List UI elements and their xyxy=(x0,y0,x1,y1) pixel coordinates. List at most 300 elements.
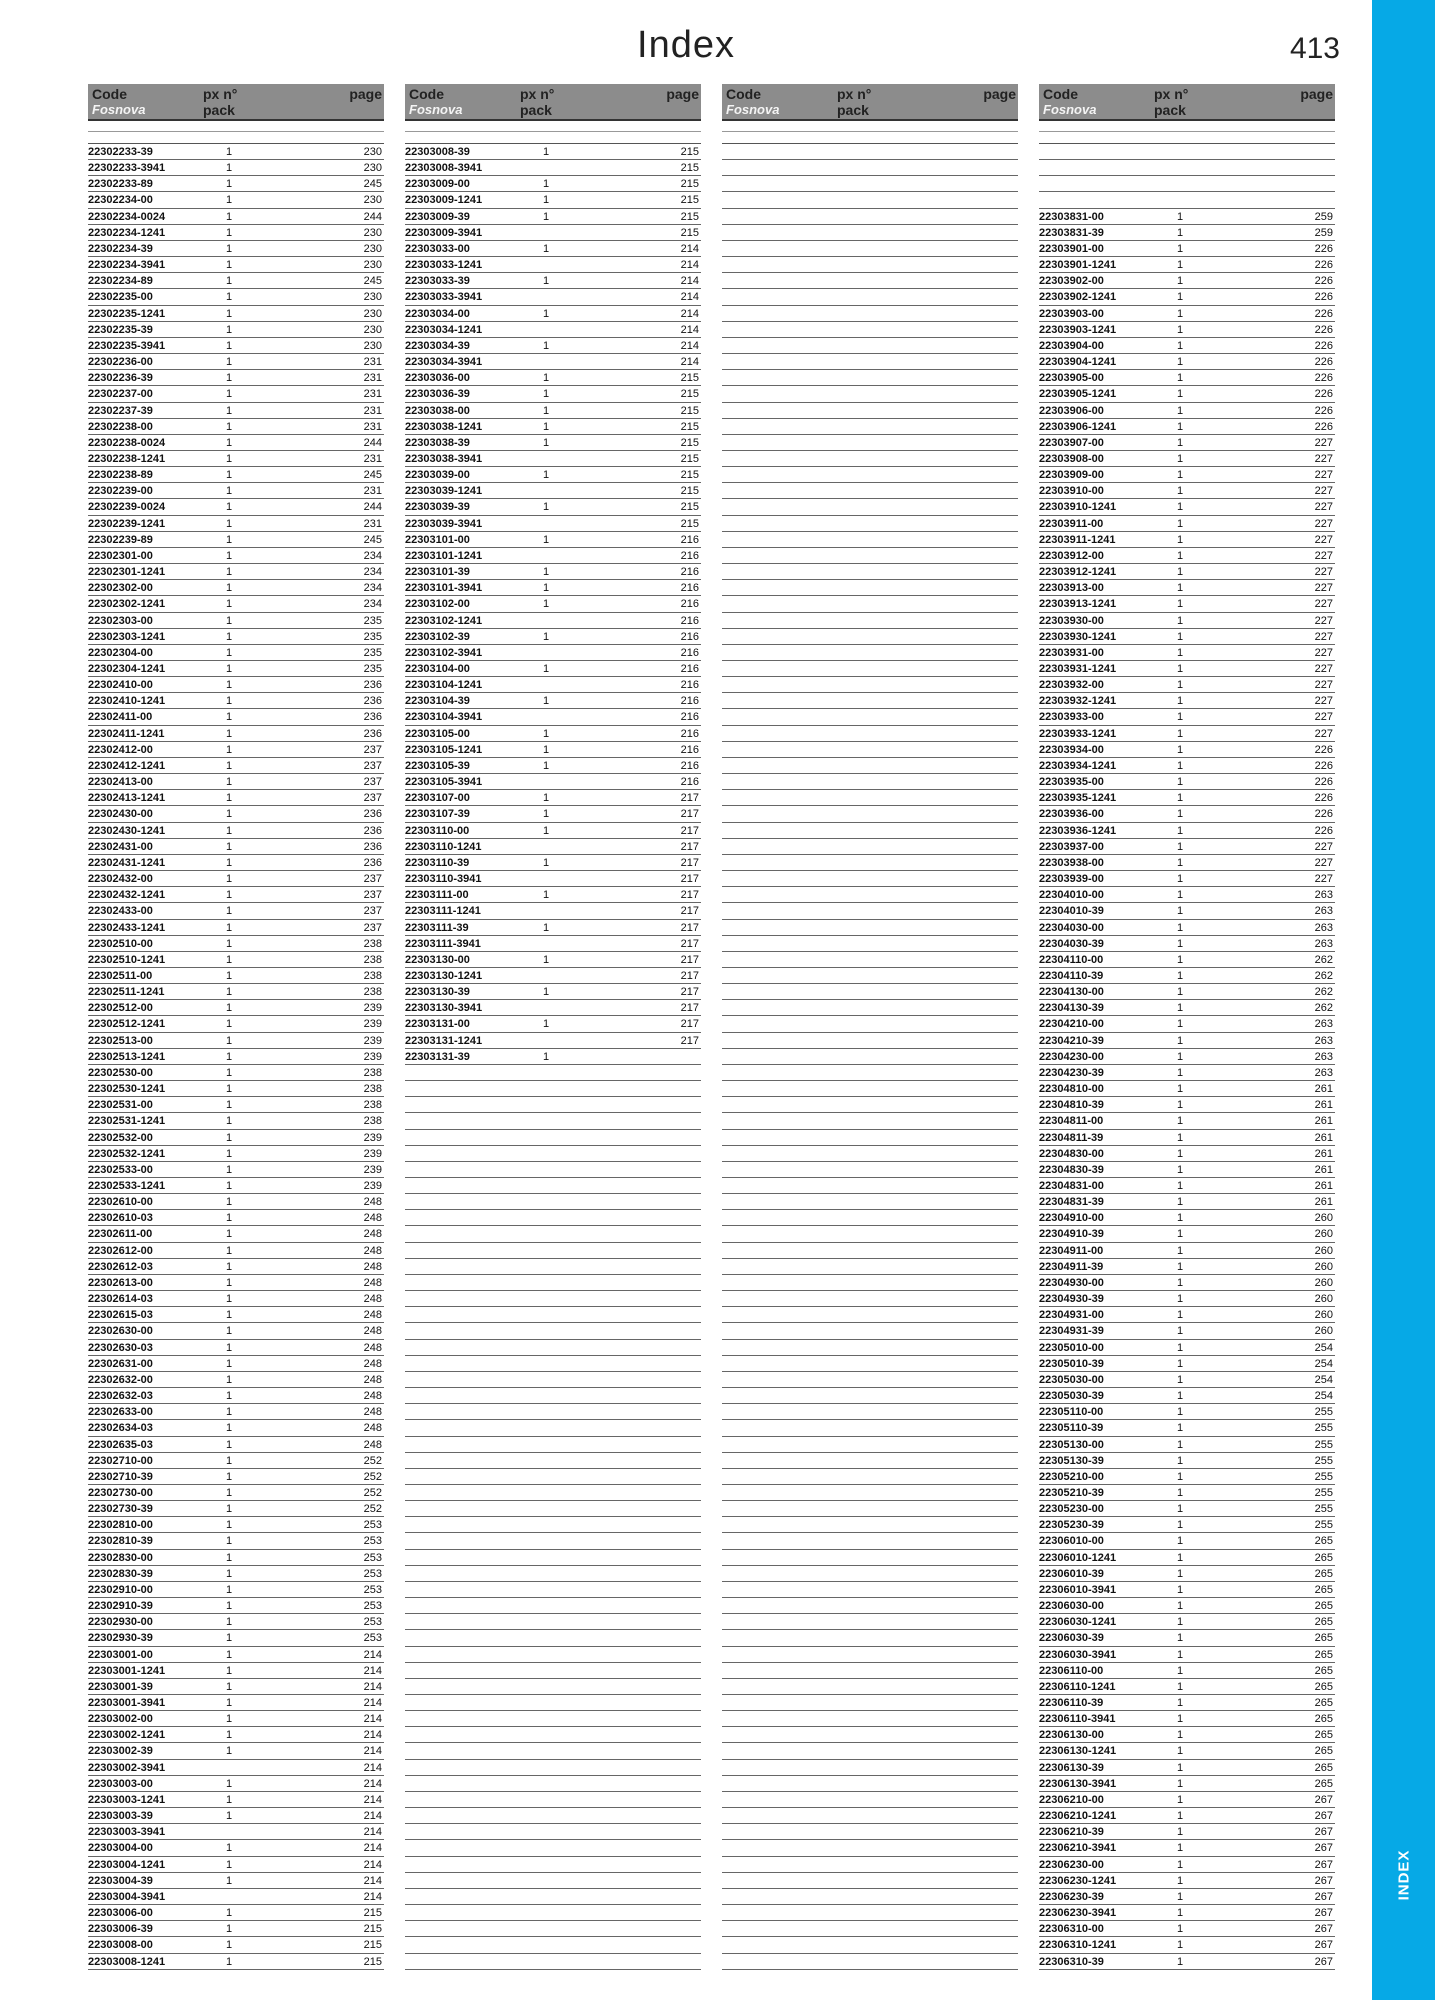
product-code: 22306030-3941 xyxy=(1039,1648,1117,1661)
empty-row xyxy=(722,419,1018,435)
pack-quantity: 1 xyxy=(226,1907,233,1920)
product-code: 22303935-00 xyxy=(1039,776,1104,789)
table-row xyxy=(1039,1113,1335,1129)
page-ref: 263 xyxy=(1314,937,1333,950)
table-row xyxy=(88,709,384,725)
page-ref: 255 xyxy=(1314,1470,1333,1483)
page-ref: 260 xyxy=(1314,1293,1333,1306)
page-ref: 215 xyxy=(363,1939,382,1952)
table-row xyxy=(1039,467,1335,483)
product-code: 22302233-3941 xyxy=(88,162,166,175)
product-code: 22302510-1241 xyxy=(88,953,166,966)
page-ref: 248 xyxy=(363,1373,382,1386)
section-tab[interactable] xyxy=(1372,0,1435,2000)
empty-row xyxy=(405,1614,701,1630)
product-code: 22303004-00 xyxy=(88,1842,153,1855)
product-code: 22303130-00 xyxy=(405,953,470,966)
product-code: 22303008-39 xyxy=(405,146,470,158)
table-row xyxy=(1039,1905,1335,1921)
pack-quantity: 1 xyxy=(226,727,233,740)
empty-row xyxy=(405,1663,701,1679)
product-code: 22302237-39 xyxy=(88,404,153,417)
table-row xyxy=(405,936,701,952)
pack-quantity: 1 xyxy=(226,953,233,966)
table-row xyxy=(405,532,701,548)
page-ref: 252 xyxy=(363,1486,382,1499)
index-column-2 xyxy=(405,84,701,1063)
product-code: 22305010-39 xyxy=(1039,1357,1104,1370)
page-ref: 253 xyxy=(363,1535,382,1548)
pack-quantity: 1 xyxy=(543,533,550,546)
page-ref: 267 xyxy=(1314,1955,1333,1968)
product-code: 22302532-1241 xyxy=(88,1147,166,1160)
pack-quantity: 1 xyxy=(226,549,233,562)
product-code: 22303911-00 xyxy=(1039,517,1104,530)
page-ref: 255 xyxy=(1314,1438,1333,1451)
empty-row xyxy=(722,580,1018,596)
page-ref: 227 xyxy=(1314,485,1333,498)
page-ref: 216 xyxy=(680,630,699,643)
table-row xyxy=(88,483,384,499)
pack-quantity: 1 xyxy=(226,517,233,530)
empty-row xyxy=(722,1081,1018,1097)
table-row xyxy=(405,467,701,483)
pack-quantity: 1 xyxy=(226,146,233,158)
table-row xyxy=(1039,370,1335,386)
header-px: px n° xyxy=(520,86,555,102)
empty-row xyxy=(405,1210,701,1226)
product-code: 22302530-1241 xyxy=(88,1083,166,1096)
table-row xyxy=(405,225,701,241)
table-rows xyxy=(1039,143,1335,1970)
table-row xyxy=(405,693,701,709)
pack-quantity: 1 xyxy=(1177,1180,1184,1192)
page-ref: 260 xyxy=(1314,1325,1333,1338)
product-code: 22303111-3941 xyxy=(405,937,481,950)
pack-quantity: 1 xyxy=(226,1583,233,1596)
table-row xyxy=(1039,548,1335,564)
empty-row xyxy=(405,1178,701,1194)
table-row xyxy=(88,887,384,903)
page-ref: 253 xyxy=(363,1632,382,1645)
pack-quantity: 1 xyxy=(1177,1729,1184,1742)
page-ref: 226 xyxy=(1314,242,1333,255)
page-ref: 214 xyxy=(363,1842,382,1855)
product-code: 22303906-00 xyxy=(1039,404,1104,417)
pack-quantity: 1 xyxy=(1177,986,1184,999)
table-row xyxy=(1039,322,1335,338)
table-row xyxy=(88,790,384,806)
empty-row xyxy=(722,1065,1018,1081)
product-code: 22306230-1241 xyxy=(1039,1874,1117,1887)
pack-quantity: 1 xyxy=(226,1083,233,1096)
product-code: 22302533-00 xyxy=(88,1163,153,1176)
page-ref: 217 xyxy=(680,808,699,821)
page-ref: 265 xyxy=(1314,1745,1333,1758)
table-row xyxy=(88,1016,384,1032)
empty-row xyxy=(405,1356,701,1372)
pack-quantity: 1 xyxy=(1177,1163,1184,1176)
page-ref: 265 xyxy=(1314,1777,1333,1790)
product-code: 22306010-3941 xyxy=(1039,1583,1117,1596)
product-code: 22303110-39 xyxy=(405,856,470,869)
product-code: 22302411-00 xyxy=(88,711,153,724)
empty-row xyxy=(722,1679,1018,1695)
product-code: 22303039-1241 xyxy=(405,485,483,498)
pack-quantity: 1 xyxy=(1177,1842,1184,1855)
table-row xyxy=(405,806,701,822)
table-row xyxy=(405,871,701,887)
empty-row xyxy=(722,693,1018,709)
product-code: 22303009-39 xyxy=(405,210,470,223)
pack-quantity: 1 xyxy=(1177,679,1184,692)
product-code: 22302710-39 xyxy=(88,1470,153,1483)
pack-quantity: 1 xyxy=(543,953,550,966)
pack-quantity: 1 xyxy=(1177,339,1184,352)
empty-row xyxy=(405,1647,701,1663)
empty-row xyxy=(405,1727,701,1743)
pack-quantity: 1 xyxy=(226,339,233,352)
product-code: 22302411-1241 xyxy=(88,727,165,740)
product-code: 22302410-1241 xyxy=(88,695,166,708)
page-ref: 267 xyxy=(1314,1923,1333,1936)
table-row xyxy=(88,435,384,451)
pack-quantity: 1 xyxy=(1177,1131,1184,1144)
empty-row xyxy=(1039,192,1335,208)
empty-row xyxy=(405,1889,701,1905)
page-ref: 248 xyxy=(363,1357,382,1370)
table-row xyxy=(1039,709,1335,725)
product-code: 22303111-00 xyxy=(405,889,469,902)
empty-row xyxy=(405,1679,701,1695)
empty-row xyxy=(405,1081,701,1097)
empty-row xyxy=(722,209,1018,225)
pack-quantity: 1 xyxy=(1177,1422,1184,1435)
pack-quantity: 1 xyxy=(1177,356,1184,369)
page-ref: 216 xyxy=(680,679,699,692)
table-row xyxy=(1039,677,1335,693)
page-ref: 239 xyxy=(363,1002,382,1015)
page-ref: 259 xyxy=(1314,226,1333,239)
empty-row xyxy=(405,1162,701,1178)
pack-quantity: 1 xyxy=(543,194,550,207)
pack-quantity: 1 xyxy=(226,1777,233,1790)
page-ref: 215 xyxy=(680,517,699,530)
product-code: 22303831-00 xyxy=(1039,210,1104,223)
pack-quantity: 1 xyxy=(1177,824,1184,837)
page-ref: 248 xyxy=(363,1341,382,1354)
table-row xyxy=(88,1259,384,1275)
table-row xyxy=(1039,225,1335,241)
product-code: 22304931-39 xyxy=(1039,1325,1104,1338)
page-ref: 253 xyxy=(363,1583,382,1596)
table-row xyxy=(88,289,384,305)
table-row xyxy=(405,354,701,370)
product-code: 22303934-1241 xyxy=(1039,759,1117,772)
table-row xyxy=(1039,1873,1335,1889)
page-ref: 248 xyxy=(363,1325,382,1338)
page-ref: 237 xyxy=(363,759,382,772)
table-row xyxy=(88,499,384,515)
header-px-pack xyxy=(520,86,554,118)
table-row xyxy=(1039,1033,1335,1049)
empty-row xyxy=(405,1146,701,1162)
pack-quantity: 1 xyxy=(226,856,233,869)
product-code: 22302610-00 xyxy=(88,1196,153,1209)
product-code: 22302512-00 xyxy=(88,1002,153,1015)
pack-quantity: 1 xyxy=(226,533,233,546)
page-ref: 227 xyxy=(1314,582,1333,595)
page-ref: 227 xyxy=(1314,727,1333,740)
product-code: 22303111-1241 xyxy=(405,905,481,918)
page-title: Index xyxy=(637,24,735,66)
product-code: 22302235-3941 xyxy=(88,339,166,352)
pack-quantity: 1 xyxy=(226,1066,233,1079)
table-row xyxy=(1039,580,1335,596)
pack-quantity: 1 xyxy=(226,259,233,272)
empty-row xyxy=(722,1485,1018,1501)
table-row xyxy=(88,1905,384,1921)
page-ref: 234 xyxy=(363,566,382,579)
product-code: 22303910-1241 xyxy=(1039,501,1117,514)
pack-quantity: 1 xyxy=(1177,404,1184,417)
page-ref: 216 xyxy=(680,727,699,740)
table-row xyxy=(1039,1566,1335,1582)
header-pack: pack xyxy=(837,102,869,118)
page-ref: 230 xyxy=(363,259,382,272)
page-ref: 267 xyxy=(1314,1858,1333,1871)
page-ref: 214 xyxy=(363,1826,382,1839)
table-row xyxy=(405,322,701,338)
page-ref: 214 xyxy=(363,1745,382,1758)
product-code: 22302511-1241 xyxy=(88,986,165,999)
pack-quantity: 1 xyxy=(226,808,233,821)
table-row xyxy=(1039,871,1335,887)
pack-quantity: 1 xyxy=(1177,1761,1184,1774)
pack-quantity: 1 xyxy=(1177,485,1184,498)
product-code: 22303009-1241 xyxy=(405,194,483,207)
table-row xyxy=(1039,596,1335,612)
page-ref: 237 xyxy=(363,776,382,789)
pack-quantity: 1 xyxy=(226,743,233,756)
pack-quantity: 1 xyxy=(543,339,550,352)
product-code: 22302237-00 xyxy=(88,388,153,401)
pack-quantity: 1 xyxy=(226,1454,233,1467)
product-code: 22302632-00 xyxy=(88,1373,153,1386)
empty-row xyxy=(722,1630,1018,1646)
table-row xyxy=(88,1356,384,1372)
product-code: 22303930-00 xyxy=(1039,614,1104,627)
pack-quantity: 1 xyxy=(1177,1939,1184,1952)
pack-quantity: 1 xyxy=(226,1373,233,1386)
page-ref: 227 xyxy=(1314,566,1333,579)
page-ref: 214 xyxy=(363,1874,382,1887)
pack-quantity: 1 xyxy=(226,679,233,692)
page-ref: 239 xyxy=(363,1131,382,1144)
empty-row xyxy=(722,758,1018,774)
product-code: 22303003-3941 xyxy=(88,1826,166,1839)
index-column-3 xyxy=(722,84,1018,121)
page-ref: 248 xyxy=(363,1438,382,1451)
empty-row xyxy=(722,1889,1018,1905)
pack-quantity: 1 xyxy=(226,178,233,191)
product-code: 22303906-1241 xyxy=(1039,420,1117,433)
table-row xyxy=(1039,968,1335,984)
page-ref: 227 xyxy=(1314,711,1333,724)
pack-quantity: 1 xyxy=(226,646,233,659)
pack-quantity: 1 xyxy=(1177,1406,1184,1419)
empty-row xyxy=(722,338,1018,354)
product-code: 22303131-39 xyxy=(405,1050,470,1063)
table-row xyxy=(88,354,384,370)
product-code: 22303131-1241 xyxy=(405,1034,483,1047)
empty-row xyxy=(405,1824,701,1840)
table-row xyxy=(405,742,701,758)
pack-quantity: 1 xyxy=(543,986,550,999)
empty-row xyxy=(722,176,1018,192)
product-code: 22302304-1241 xyxy=(88,663,166,675)
header-code: Code xyxy=(1043,86,1078,102)
table-row xyxy=(88,1614,384,1630)
table-row xyxy=(88,613,384,629)
table-row xyxy=(405,257,701,273)
page-ref: 214 xyxy=(363,1761,382,1774)
empty-row xyxy=(722,435,1018,451)
page-ref: 227 xyxy=(1314,517,1333,530)
product-code: 22302432-00 xyxy=(88,873,153,886)
page-ref: 216 xyxy=(680,743,699,756)
page-ref: 255 xyxy=(1314,1503,1333,1516)
table-row xyxy=(88,1340,384,1356)
page-ref: 230 xyxy=(363,194,382,207)
page-ref: 265 xyxy=(1314,1680,1333,1693)
page-ref: 254 xyxy=(1314,1390,1333,1403)
product-code: 22306010-1241 xyxy=(1039,1551,1117,1564)
table-row xyxy=(1039,306,1335,322)
page-ref: 227 xyxy=(1314,614,1333,627)
page-ref: 215 xyxy=(680,485,699,498)
table-row xyxy=(88,742,384,758)
page-ref: 216 xyxy=(680,663,699,675)
table-row xyxy=(405,370,701,386)
table-row xyxy=(88,403,384,419)
table-row xyxy=(405,419,701,435)
table-row xyxy=(405,758,701,774)
table-row xyxy=(1039,1921,1335,1937)
pack-quantity: 1 xyxy=(543,275,550,288)
page-ref: 217 xyxy=(680,824,699,837)
empty-row xyxy=(722,1566,1018,1582)
page-ref: 260 xyxy=(1314,1212,1333,1225)
page-ref: 238 xyxy=(363,1083,382,1096)
header-px-pack xyxy=(1154,86,1188,118)
empty-row xyxy=(722,467,1018,483)
table-row xyxy=(88,952,384,968)
header-code: Code xyxy=(726,86,761,102)
table-row xyxy=(1039,1146,1335,1162)
table-row xyxy=(88,1275,384,1291)
empty-row xyxy=(722,1873,1018,1889)
table-row xyxy=(88,1291,384,1307)
pack-quantity: 1 xyxy=(1177,1745,1184,1758)
table-row xyxy=(405,548,701,564)
page-ref: 238 xyxy=(363,1066,382,1079)
product-code: 22302431-00 xyxy=(88,840,153,853)
table-row xyxy=(88,968,384,984)
empty-row xyxy=(722,1582,1018,1598)
table-row xyxy=(405,192,701,208)
page-ref: 239 xyxy=(363,1163,382,1176)
product-code: 22303908-00 xyxy=(1039,452,1104,465)
page-ref: 214 xyxy=(363,1729,382,1742)
table-row xyxy=(1039,1647,1335,1663)
page-ref: 216 xyxy=(680,695,699,708)
pack-quantity: 1 xyxy=(543,372,550,385)
page-ref: 214 xyxy=(680,356,699,369)
product-code: 22302413-00 xyxy=(88,776,153,789)
page-ref: 262 xyxy=(1314,986,1333,999)
table-row xyxy=(88,1162,384,1178)
product-code: 22304911-00 xyxy=(1039,1244,1104,1257)
table-row xyxy=(88,1647,384,1663)
page-ref: 248 xyxy=(363,1228,382,1241)
product-code: 22302430-00 xyxy=(88,808,153,821)
page-ref: 267 xyxy=(1314,1826,1333,1839)
empty-row xyxy=(722,1663,1018,1679)
empty-row xyxy=(405,1743,701,1759)
table-row xyxy=(405,516,701,532)
table-row xyxy=(405,499,701,515)
table-row xyxy=(1039,855,1335,871)
product-code: 22303130-3941 xyxy=(405,1002,483,1015)
page-ref: 230 xyxy=(363,339,382,352)
empty-row xyxy=(722,1550,1018,1566)
page-ref: 217 xyxy=(680,1018,699,1031)
product-code: 22303104-39 xyxy=(405,695,470,708)
table-row xyxy=(1039,516,1335,532)
page-ref: 215 xyxy=(680,372,699,385)
pack-quantity: 1 xyxy=(1177,969,1184,982)
product-code: 22302234-3941 xyxy=(88,259,166,272)
empty-row xyxy=(722,629,1018,645)
page-ref: 237 xyxy=(363,905,382,918)
table-row xyxy=(88,1792,384,1808)
table-row xyxy=(1039,806,1335,822)
table-row xyxy=(88,338,384,354)
page-ref: 236 xyxy=(363,679,382,692)
product-code: 22303903-1241 xyxy=(1039,323,1117,336)
empty-row xyxy=(722,499,1018,515)
pack-quantity: 1 xyxy=(226,1745,233,1758)
page-ref: 248 xyxy=(363,1390,382,1403)
product-code: 22302810-00 xyxy=(88,1519,153,1532)
product-code: 22302630-00 xyxy=(88,1325,153,1338)
pack-quantity: 1 xyxy=(226,1858,233,1871)
pack-quantity: 1 xyxy=(226,1648,233,1661)
table-row xyxy=(405,774,701,790)
product-code: 22303001-1241 xyxy=(88,1664,166,1677)
table-row xyxy=(405,1049,701,1065)
product-code: 22302433-1241 xyxy=(88,921,166,934)
pack-quantity: 1 xyxy=(543,404,550,417)
table-row xyxy=(88,176,384,192)
empty-row xyxy=(405,1630,701,1646)
page-ref: 253 xyxy=(363,1616,382,1629)
column-header xyxy=(1039,84,1335,121)
page-ref: 217 xyxy=(680,873,699,886)
empty-row xyxy=(722,564,1018,580)
table-row xyxy=(1039,887,1335,903)
